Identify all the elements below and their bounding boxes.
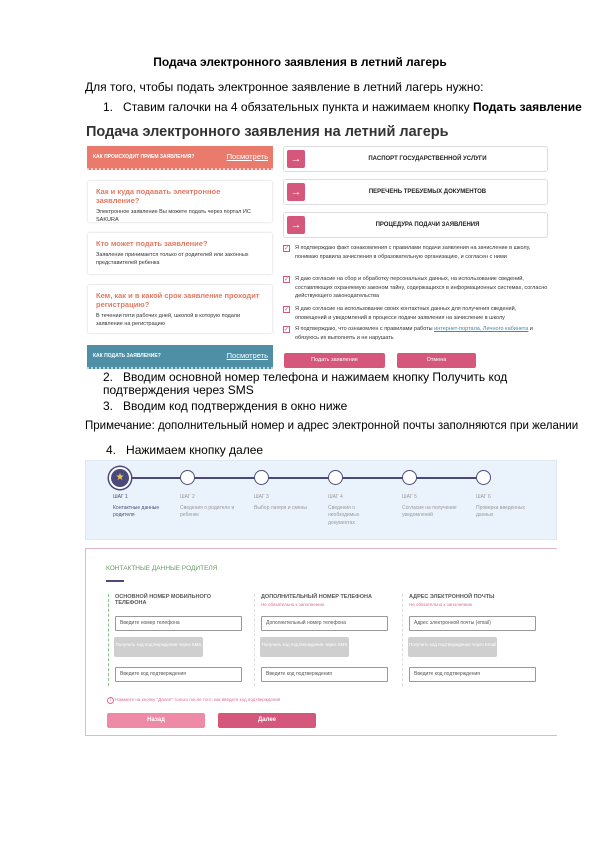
faq-answer: Заявление принимается только от родителей или законных представителей ребенка [96,252,249,267]
consent-checkbox-1[interactable] [283,244,548,261]
header-label: КАК ПОДАТЬ ЗАЯВЛЕНИЕ? [93,353,161,359]
faq-answer: В течении пяти рабочих дней, школой в которую подали заявление на регистрацию [96,313,241,328]
step-dot[interactable] [402,470,417,485]
phone-input[interactable]: Введите номер телефона [115,616,242,631]
consent-checkbox-3[interactable] [283,305,548,322]
column-title: АДРЕС ЭЛЕКТРОННОЙ ПОЧТЫ [409,594,495,600]
arrow-right-icon: → [287,150,305,168]
info-icon: i [107,697,114,704]
portal-heading: Подача электронного заявления на летний лагерь [86,124,449,140]
step-text: Ставим галочки на 4 обязательных пункта и нажимаем кнопку [123,100,473,114]
step-text: Нажимаем кнопку далее [126,443,264,457]
view-link[interactable]: Посмотреть [226,351,268,360]
faq-question: Кем, как и в какой срок заявление проходит регистрацию? [96,291,260,309]
step-label: ШАГ 4 Сведения о необходимых документах [328,494,360,526]
checkmark-icon[interactable]: ✓ [284,277,290,283]
note-text: Примечание: дополнительный номер и адрес электронной почты заполняются при желании [85,420,579,432]
email-input[interactable]: Адрес электронной почты (email) [409,616,536,631]
faq-card [87,284,273,334]
next-button[interactable]: Далее [218,713,316,728]
consent-text: Я даю согласие на использование своих контактных данных для получения сведений, оповещений и уведомлений в процессе подачи заявления на зачисление в школу [295,306,517,321]
step-text: Вводим основной номер телефона и нажимаем кнопку Получить код подтверждения через SMS [103,370,508,397]
consent-checkbox-4[interactable] [283,325,548,342]
step-1 [103,100,582,114]
portal-rules-link[interactable]: интернет-портала, Личного кабинета [434,326,529,332]
checkmark-icon[interactable]: ✓ [284,246,290,252]
optional-note: Не обязательно к заполнению [409,602,473,607]
extra-phone-input[interactable]: Дополнительный номер телефона [261,616,388,631]
get-email-code-button[interactable]: Получить код подтверждения через Email [408,637,497,657]
box-label: ПЕРЕЧЕНЬ ТРЕБУЕМЫХ ДОКУМЕНТОВ [368,189,487,195]
step-dot[interactable] [476,470,491,485]
hint-text: Нажмите на кнопку "Далее" только после того, как введете код подтверждения [115,697,281,702]
consent-checkbox-2[interactable] [283,275,548,301]
get-sms-code-button[interactable]: Получить код подтверждения через SMS [114,637,203,657]
step-dot[interactable] [328,470,343,485]
step-4 [106,443,263,457]
procedure-box[interactable] [283,212,548,238]
list-number: 4. [106,443,117,457]
consent-text: Я подтверждаю, что ознакомлен с правилами работы [295,326,435,332]
step-label: ШАГ 3 Выбор лагеря и смены [254,494,308,511]
consent-text: Я даю согласие на сбор и обработку персональных данных, на использование сведений, составляющих охраняемую законом тайну, содержащихся в информационных системах, согласно действующего законодательства [295,276,548,300]
step-text: Вводим код подтверждения в окно ниже [123,399,348,413]
get-sms-code-button[interactable]: Получить код подтверждения через SMS [260,637,349,657]
extra-phone-column [254,594,384,686]
submit-application-button[interactable]: Подать заявление [284,353,385,368]
consent-text: Я подтверждаю факт ознакомления с правилами подачи заявления на зачисление в школу, понимаю правила зачисления в образовательную организацию, и согласен с ними [295,245,531,260]
cancel-button[interactable]: Отмена [397,353,476,368]
document-title: Подача электронного заявления в летний лагерь [153,55,447,69]
step-label: ШАГ 1 Контактные данные родителя [113,494,160,518]
code-input[interactable]: Введите код подтверждения [261,667,388,682]
star-icon[interactable]: ★ [109,467,131,489]
consent-text: и обязуюсь их выполнять и не нарушать [295,326,533,341]
checkmark-icon[interactable]: ✓ [284,327,290,333]
passport-box[interactable] [283,146,548,172]
list-number: 3. [103,399,114,413]
code-input[interactable]: Введите код подтверждения [115,667,242,682]
portal-screenshot [86,122,558,372]
step-label: ШАГ 6 Проверка введенных данных [476,494,526,518]
email-column [402,594,532,686]
column-title: ДОПОЛНИТЕЛЬНЫЙ НОМЕР ТЕЛЕФОНА [261,594,372,600]
list-number: 1. [103,100,114,114]
column-title: ОСНОВНОЙ НОМЕР МОБИЛЬНОГО ТЕЛЕФОНА [115,594,212,606]
section-underline [106,580,124,582]
step-3 [103,399,347,413]
list-number: 2. [103,370,114,384]
main-phone-column [108,594,238,686]
faq-answer: Электронное заявление Вы можете подать через портал ИС SAKURA [96,209,251,224]
faq-question: Как и куда подавать электронное заявление? [96,187,221,205]
hint [107,697,280,704]
step-label: ШАГ 2 Сведения о родителе и ребенке [180,494,235,518]
step-bold: Подать заявление [472,100,582,114]
intro-text: Для того, чтобы подать электронное заявление в летний лагерь нужно: [85,80,484,94]
faq-question: Кто может подать заявление? [96,239,208,248]
stepper-screenshot [85,460,557,540]
step-dot[interactable] [254,470,269,485]
code-input[interactable]: Введите код подтверждения [409,667,536,682]
optional-note: Не обязательно к заполнению [261,602,325,607]
faq-card [87,180,273,223]
header-how-apply [87,345,273,369]
documents-box[interactable] [283,179,548,205]
contact-form-screenshot [85,548,557,736]
arrow-right-icon: → [287,183,305,201]
header-label: КАК ПРОИСХОДИТ ПРИЕМ ЗАЯВЛЕНИЯ? [93,154,195,160]
faq-card [87,232,273,275]
step-dot[interactable] [180,470,195,485]
back-button[interactable]: Назад [107,713,205,728]
box-label: ПРОЦЕДУРА ПОДАЧИ ЗАЯВЛЕНИЯ [375,222,480,228]
view-link[interactable]: Посмотреть [226,152,268,161]
box-label: ПАСПОРТ ГОСУДАРСТВЕННОЙ УСЛУГИ [368,156,487,162]
step-2 [103,371,543,397]
section-title: КОНТАКТНЫЕ ДАННЫЕ РОДИТЕЛЯ [106,565,218,572]
checkmark-icon[interactable]: ✓ [284,307,290,313]
header-how-received [87,146,273,170]
arrow-right-icon: → [287,216,305,234]
step-label: ШАГ 5 Согласие на получение уведомлений [402,494,457,518]
